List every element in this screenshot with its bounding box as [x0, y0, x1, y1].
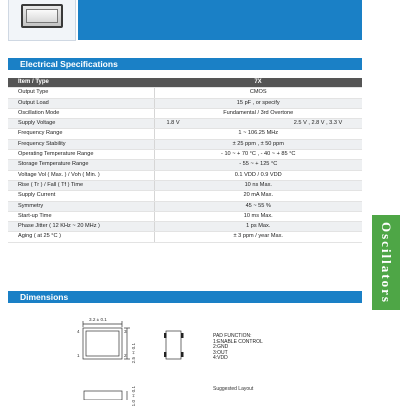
row-label: Supply Voltage [8, 119, 154, 129]
row-value: CMOS [154, 88, 362, 98]
row-value: ± 25 ppm , ± 50 ppm [154, 139, 362, 149]
pin-1-label: 4 [77, 329, 80, 334]
dimensions-drawing [0, 303, 400, 406]
package-outline-drawing [0, 303, 400, 400]
table-row [8, 201, 362, 211]
table-row [8, 88, 362, 98]
row-label: Output Type [8, 88, 154, 98]
pin-3-label: 3 [124, 329, 127, 334]
row-value: 10 ns Max. [154, 180, 362, 190]
crystal-oscillator-image [21, 4, 63, 28]
oscillators-side-tab: Oscillators [372, 215, 400, 310]
row-label: Storage Temperature Range [8, 160, 154, 170]
pad-function-2: 2:GND [213, 344, 229, 351]
table-row [8, 170, 362, 180]
dimensions-heading: Dimensions [8, 291, 362, 303]
row-label: Oscillation Mode [8, 108, 154, 118]
row-label: Output Load [8, 98, 154, 108]
row-value: - 55 ~ + 125 °C [154, 160, 362, 170]
row-label: Supply Current [8, 191, 154, 201]
row-label: Aging ( at 25 °C ) [8, 232, 154, 242]
column-header-item: Item / Type [8, 78, 154, 88]
table-row [8, 129, 362, 139]
row-value-secondary: 2.5 V , 2.8 V , 3.3 V [274, 119, 362, 129]
electrical-specifications-heading: Electrical Specifications [8, 58, 362, 70]
table-row [8, 191, 362, 201]
row-value: 45 ~ 55 % [154, 201, 362, 211]
row-value: ± 3 ppm / year Max. [154, 232, 362, 242]
row-label: Symmetry [8, 201, 154, 211]
column-header-type: 7X [154, 78, 362, 88]
height-dimension-label: 2.5 ± 0.1 [131, 343, 136, 364]
pad-function-legend [213, 334, 263, 362]
table-row [8, 211, 362, 221]
table-header-row [8, 78, 362, 88]
width-dimension-label: 3.2 ± 0.1 [89, 317, 107, 322]
header-banner [78, 0, 362, 40]
row-value: 15 pF , or specify [154, 98, 362, 108]
pin-2-label: 1 [77, 353, 80, 358]
table-row [8, 119, 362, 129]
table-row [8, 139, 362, 149]
thickness-dimension-label: 1.0 ± 0.1 [131, 386, 136, 406]
pad-function-title: PAD FUNCTION: [213, 333, 252, 339]
row-value: 20 mA Max. [154, 191, 362, 201]
row-label: Start-up Time [8, 211, 154, 221]
row-value: 1 ps Max. [154, 222, 362, 232]
pad-function-3: 3:OUT [213, 349, 228, 356]
suggested-layout-label: Suggested Layout [213, 386, 254, 392]
row-value: Fundamental / 3rd Overtone [154, 108, 362, 118]
product-photo [8, 0, 76, 41]
row-label: Operating Temperature Range [8, 150, 154, 160]
table-row [8, 150, 362, 160]
table-row [8, 180, 362, 190]
row-value: 10 ms Max. [154, 211, 362, 221]
row-label: Phase Jitter ( 12 KHz ~ 20 MHz ) [8, 222, 154, 232]
table-row [8, 160, 362, 170]
row-label: Frequency Stability [8, 139, 154, 149]
row-value: 1 ~ 106.25 MHz [154, 129, 362, 139]
row-value: 0.1 VDD / 0.9 VDD [154, 170, 362, 180]
table-row [8, 222, 362, 232]
table-row [8, 232, 362, 242]
table-row [8, 98, 362, 108]
pad-function-1: 1:ENABLE CONTROL [213, 338, 263, 345]
pad-function-4: 4:VDD [213, 355, 228, 362]
spec-table [8, 78, 362, 243]
row-label: Voltage Vol ( Max. ) / Voh ( Min. ) [8, 170, 154, 180]
row-label: Rise ( Tr ) / Fall ( Tf ) Time [8, 180, 154, 190]
pin-4-label: 2 [124, 353, 127, 358]
table-row [8, 108, 362, 118]
row-value: - 10 ~ + 70 °C , - 40 ~ + 85 °C [154, 150, 362, 160]
row-label: Frequency Range [8, 129, 154, 139]
row-value: 1.8 V [154, 119, 274, 129]
